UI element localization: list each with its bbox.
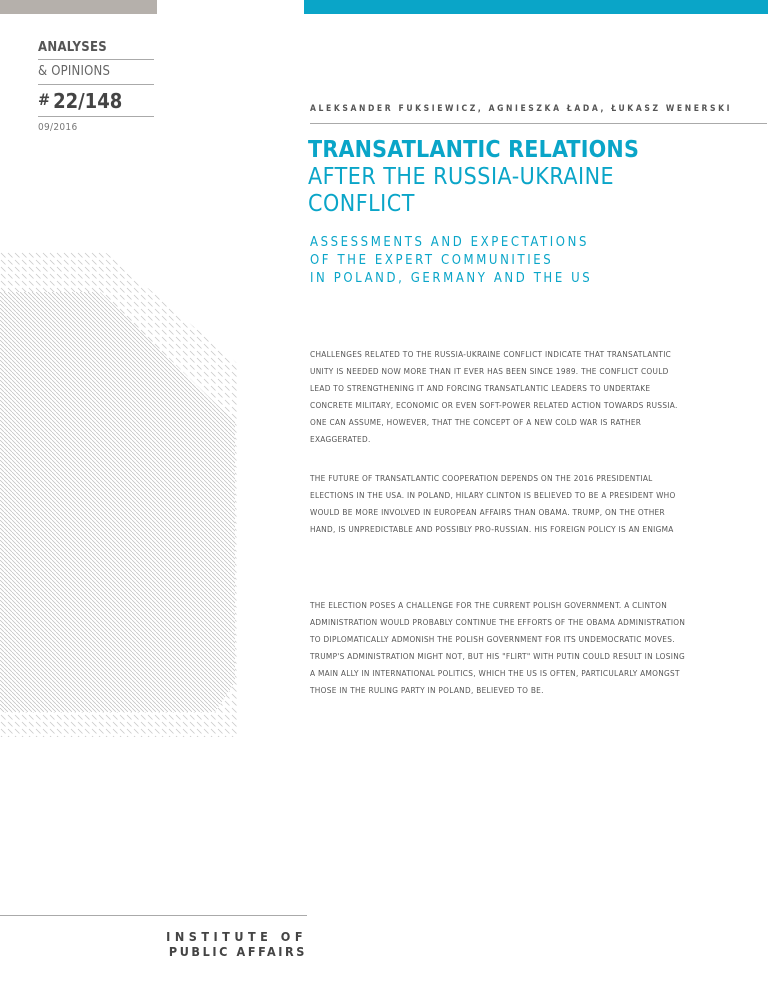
subtitle — [310, 234, 710, 288]
subtitle-line: ASSESSMENTS AND EXPECTATIONS — [310, 235, 589, 250]
subtitle-line: OF THE EXPERT COMMUNITIES — [310, 253, 554, 268]
authors: ALEKSANDER FUKSIEWICZ, AGNIESZKA ŁADA, ŁUKASZ WENERSKI — [310, 104, 767, 124]
hatch-pattern-decoration — [0, 252, 245, 737]
issue-number: 22/148 — [53, 89, 123, 113]
hash-symbol: # — [38, 90, 51, 109]
top-bar-gray — [0, 0, 157, 14]
issue-date: 09/2016 — [38, 122, 78, 133]
series-number — [38, 85, 154, 117]
title-main: TRANSATLANTIC RELATIONS — [308, 137, 640, 163]
series-line1: ANALYSES — [38, 40, 154, 60]
summary-paragraph-3: THE ELECTION POSES A CHALLENGE FOR THE CURRENT POLISH GOVERNMENT. A CLINTON ADMINISTRATION WOULD PROBABLY CONTINUE THE EFFORTS OF THE OBAMA ADMINISTRATION TO DIPLOMATICALLY ADMONISH THE POLISH GOVERNMENT FOR ITS UNDEMOCRATIC MOVES. TRUMP'S ADMINISTRATION MIGHT NOT, BUT HIS "FLIRT" WITH PUTIN COULD RESULT IN LOSING A MAIN ALLY IN INTERNATIONAL POLITICS, WHICH THE US IS OFTEN, PARTICULARLY AMONGST THOSE IN THE RULING PARTY IN POLAND, BELIEVED TO BE. — [310, 600, 686, 695]
title-sub: AFTER THE RUSSIA-UKRAINE CONFLICT — [308, 164, 615, 217]
institute-logo — [166, 929, 307, 959]
series-line2: & OPINIONS — [38, 60, 154, 85]
summary-paragraph-1: CHALLENGES RELATED TO THE RUSSIA-UKRAINE CONFLICT INDICATE THAT TRANSATLANTIC UNITY IS NEEDED NOW MORE THAN IT EVER HAS BEEN SINCE 1989. THE CONFLICT COULD LEAD TO STRENGTHENING IT AND FORCING TRANSATLANTIC LEADERS TO UNDERTAKE CONCRETE MILITARY, ECONOMIC OR EVEN SOFT-POWER RELATED ACTION TOWARDS RUSSIA. ONE CAN ASSUME, HOWEVER, THAT THE CONCEPT OF A NEW COLD WAR IS RATHER EXAGGERATED. — [310, 349, 678, 444]
footer-divider — [0, 915, 307, 916]
subtitle-line: IN POLAND, GERMANY AND THE US — [310, 271, 593, 286]
top-bar-accent — [304, 0, 768, 14]
logo-line2: PUBLIC AFFAIRS — [168, 944, 307, 959]
summary-paragraph-2: THE FUTURE OF TRANSATLANTIC COOPERATION DEPENDS ON THE 2016 PRESIDENTIAL ELECTIONS IN THE USA. IN POLAND, HILARY CLINTON IS BELIEVED TO BE A PRESIDENT WHO WOULD BE MORE INVOLVED IN EUROPEAN AFFAIRS THAN OBAMA. TRUMP, ON THE OTHER HAND, IS UNPREDICTABLE AND POSSIBLY PRO-RUSSIAN. HIS FOREIGN POLICY IS AN ENIGMA — [310, 473, 676, 534]
series-label — [38, 40, 154, 133]
logo-line1: INSTITUTE OF — [166, 929, 307, 944]
